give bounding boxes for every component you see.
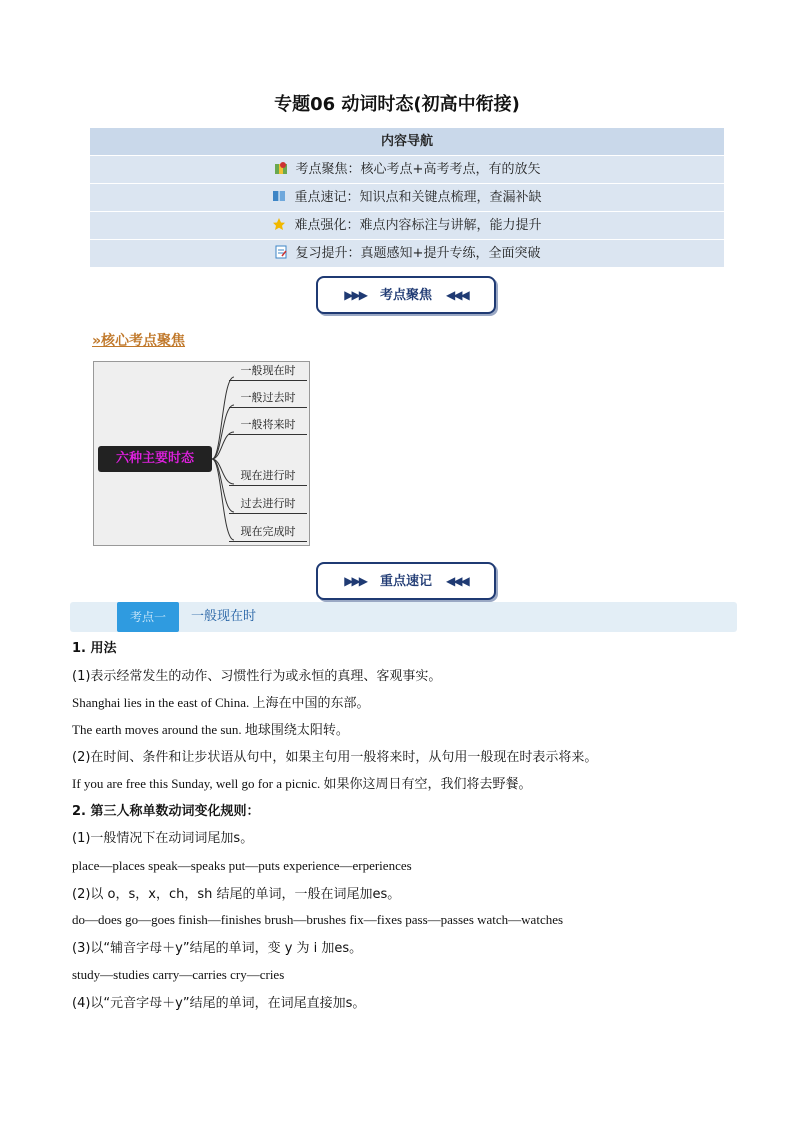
content-navigation [90,128,724,268]
nav-row-difficult [90,212,724,240]
nav-row-review [90,240,724,268]
mindmap-leaf: 一般将来时 [229,416,307,435]
mindmap-leaf: 过去进行时 [229,495,307,514]
example-1: Shanghai lies in the east of China. 上海在中国的东部。 [72,695,370,710]
usage-1: (1)表示经常发生的动作、习惯性行为或永恒的真理、客观事实。 [72,669,442,684]
heading-usage: 1. 用法 [72,641,117,656]
nav-row-label: 复习提升：真题感知+提升专练，全面突破 [295,246,541,261]
mindmap-leaf: 一般现在时 [229,362,307,381]
point-band [70,602,737,632]
example-3: If you are free this Sunday, well go for a picnic. 如果你这周日有空，我们将去野餐。 [72,776,532,791]
point-title: 一般现在时 [191,609,257,624]
usage-2: (2)在时间、条件和让步状语从句中，如果主句用一般将来时，从句用一般现在时表示将来。 [72,750,598,765]
mindmap-leaf: 一般过去时 [229,389,307,408]
nav-row-label: 难点强化：难点内容标注与讲解，能力提升 [294,218,542,233]
book-icon [272,186,286,200]
point-tag: 考点一 [117,602,179,632]
section-banner-memo [316,562,496,600]
rule-3-examples: study—studies carry—carries cry—cries [72,967,285,982]
mindmap-leaf: 现在完成时 [229,523,307,542]
rule-1: (1)一般情况下在动词词尾加s。 [72,831,254,846]
section-label: 考点聚焦 [379,288,432,303]
nav-row-memo [90,184,724,212]
nav-row-focus [90,156,724,184]
section-label: 重点速记 [379,574,432,589]
heading-third-person: 2. 第三人称单数动词变化规则： [72,804,260,819]
map-icon [274,158,288,172]
mindmap-center: 六种主要时态 [98,446,212,472]
checklist-icon [274,242,288,256]
nav-row-label: 考点聚焦：核心考点+高考考点，有的放矢 [295,162,541,177]
mindmap-leaf: 现在进行时 [229,467,307,486]
arrows-right-icon: ◀◀◀ [446,574,468,588]
tense-mindmap [93,361,310,546]
arrows-right-icon: ◀◀◀ [446,288,468,302]
rule-3: (3)以“辅音字母＋y”结尾的单词，变 y 为 i 加es。 [72,941,363,956]
rule-2-examples: do—does go—goes finish—finishes brush—brushes fix—fixes pass—passes watch—watches [72,912,564,927]
rule-2: (2)以 o，s，x，ch，sh 结尾的单词，一般在词尾加es。 [72,887,401,902]
example-2: The earth moves around the sun. 地球围绕太阳转。 [72,722,349,737]
section-banner-focus [316,276,496,314]
arrows-left-icon: ▶▶▶ [344,288,366,302]
star-icon [272,214,286,228]
rule-4: (4)以“元音字母＋y”结尾的单词，在词尾直接加s。 [72,996,366,1011]
page-title: 专题06 动词时态(初高中衔接) [274,94,520,115]
rule-1-examples: place—places speak—speaks put—puts experience—erperiences [72,858,412,873]
nav-row-label: 重点速记：知识点和关键点梳理，查漏补缺 [294,190,542,205]
arrows-left-icon: ▶▶▶ [344,574,366,588]
nav-header: 内容导航 [90,128,724,156]
core-heading: »核心考点聚焦 [92,333,186,349]
